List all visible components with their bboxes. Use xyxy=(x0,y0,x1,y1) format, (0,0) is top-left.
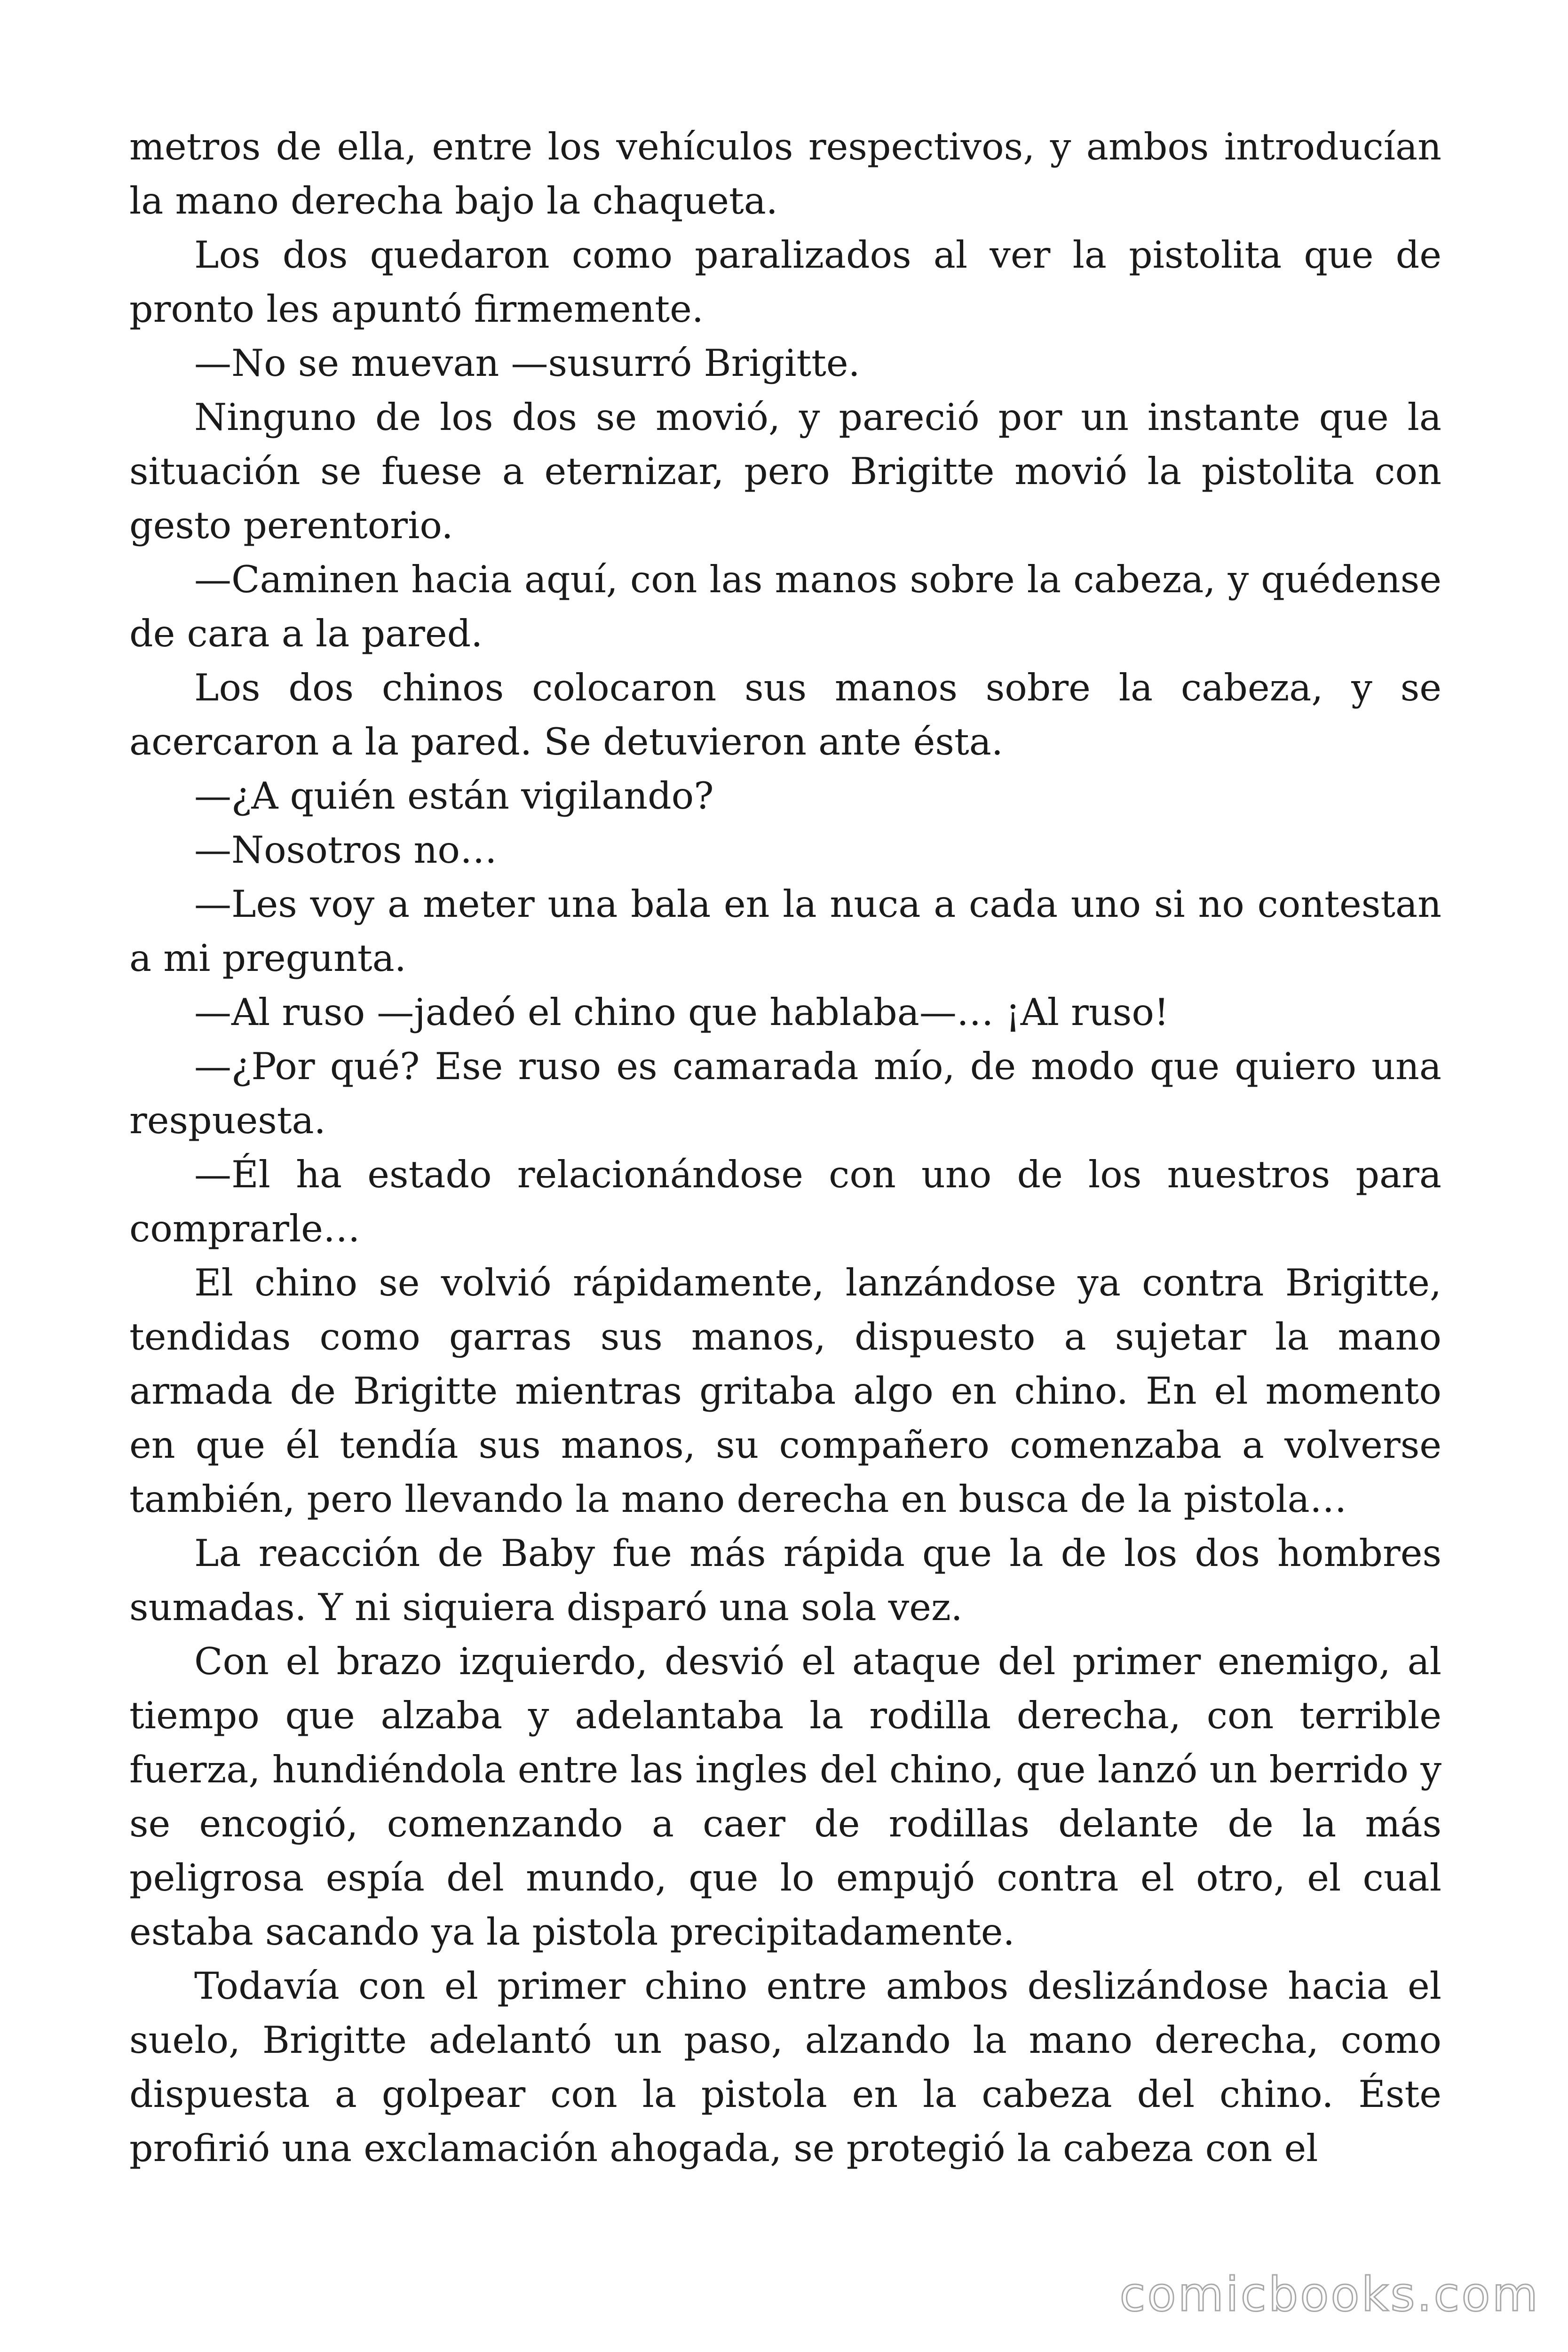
paragraph: Los dos quedaron como paralizados al ver la pistolita que de pronto les apuntó firmemente. xyxy=(129,233,1441,331)
paragraph: —Nosotros no… xyxy=(194,828,497,872)
paragraph: Ninguno de los dos se movió, y pareció por un instante que la situación se fuese a eternizar, pero Brigitte movió la pistolita con gesto perentorio. xyxy=(129,396,1441,547)
paragraph: Todavía con el primer chino entre ambos deslizándose hacia el suelo, Brigitte adelantó un paso, alzando la mano derecha, como dispuesta a golpear con la pistola en la cabeza del chino. Éste profirió una exclamación ahogada, se protegió la cabeza con el xyxy=(129,1964,1441,2170)
paragraph: —Él ha estado relacionándose con uno de los nuestros para comprarle… xyxy=(129,1153,1441,1250)
page-body xyxy=(129,120,1441,2176)
paragraph: —Caminen hacia aquí, con las manos sobre la cabeza, y quédense de cara a la pared. xyxy=(129,558,1441,655)
paragraph: Con el brazo izquierdo, desvió el ataque del primer enemigo, al tiempo que alzaba y adelantaba la rodilla derecha, con terrible fuerza, hundiéndola entre las ingles del chino, que lanzó un berrido y se encogió, comenzando a caer de rodillas delante de la más peligrosa espía del mundo, que lo empujó contra el otro, el cual estaba sacando ya la pistola precipitadamente. xyxy=(129,1640,1441,1954)
paragraph: —Al ruso —jadeó el chino que hablaba—… ¡Al ruso! xyxy=(194,991,1169,1034)
paragraph: —Les voy a meter una bala en la nuca a cada uno si no contestan a mi pregunta. xyxy=(129,882,1441,980)
paragraph: —No se muevan —susurró Brigitte. xyxy=(194,342,860,385)
paragraph: —¿A quién están vigilando? xyxy=(194,774,714,818)
paragraph: El chino se volvió rápidamente, lanzándose ya contra Brigitte, tendidas como garras sus manos, dispuesto a sujetar la mano armada de Brigitte mientras gritaba algo en chino. En el momento en que él tendía sus manos, su compañero comenzaba a volverse también, pero llevando la mano derecha en busca de la pistola… xyxy=(129,1261,1441,1521)
watermark: comicbooks.com xyxy=(1119,2267,1540,2322)
paragraph: metros de ella, entre los vehículos respectivos, y ambos introducían la mano derecha bajo la chaqueta. xyxy=(129,125,1441,222)
paragraph: —¿Por qué? Ese ruso es camarada mío, de modo que quiero una respuesta. xyxy=(129,1045,1441,1142)
paragraph: La reacción de Baby fue más rápida que la de los dos hombres sumadas. Y ni siquiera disparó una sola vez. xyxy=(129,1532,1441,1629)
paragraph: Los dos chinos colocaron sus manos sobre la cabeza, y se acercaron a la pared. Se detuvieron ante ésta. xyxy=(129,666,1441,763)
